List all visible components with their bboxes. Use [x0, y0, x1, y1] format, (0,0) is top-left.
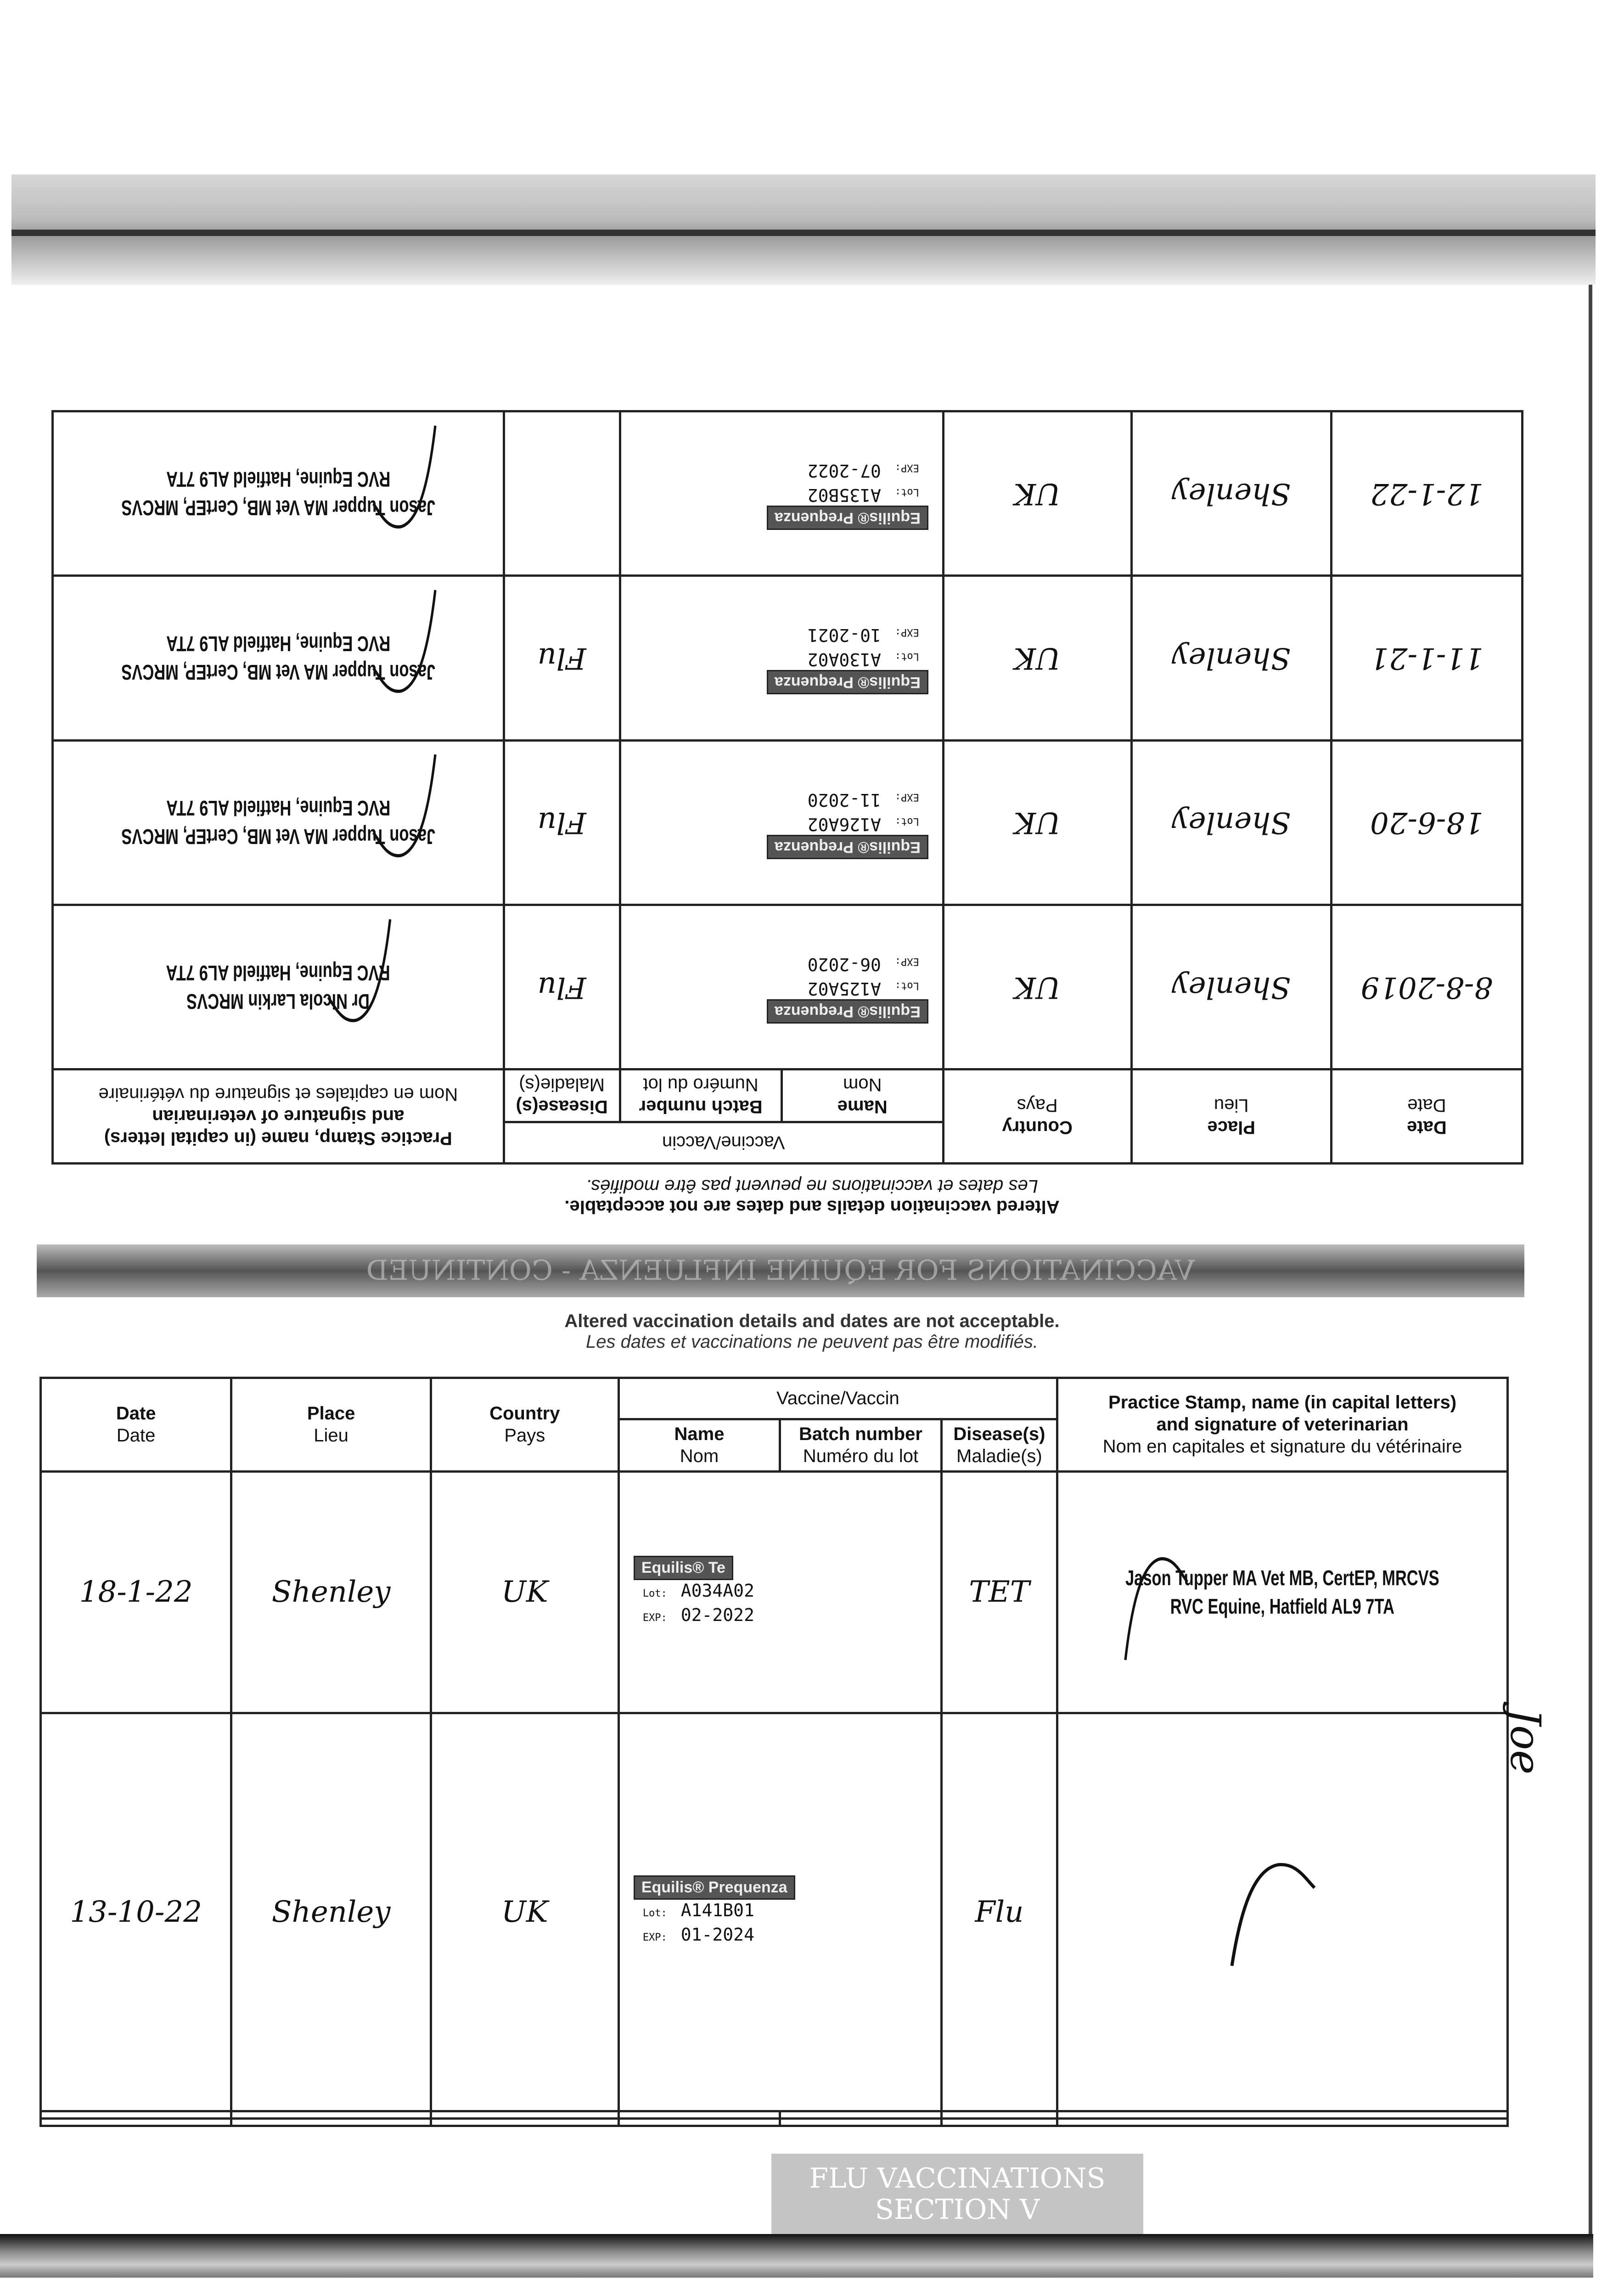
lot-label: Lot:: [894, 486, 919, 498]
header-batch-fr: Numéro du lot: [643, 1075, 759, 1095]
date-handwritten: 12-1-22: [1370, 476, 1484, 511]
vaccine-sticker: [634, 1556, 754, 1629]
date-handwritten: 18-6-20: [1370, 805, 1484, 840]
header-name-en: Name: [674, 1424, 725, 1445]
lot-label: Lot:: [642, 1908, 667, 1919]
notice-french: Les dates et vaccinations ne peuvent pas être modifiés.: [585, 1332, 1039, 1352]
date-handwritten: 13-10-22: [70, 1895, 202, 1929]
vaccine-name: Equilis® Prequenza: [634, 1875, 795, 1900]
banner-text: VACCINATIONS FOR EQUINE INFLUENZA - CONTINUED: [366, 1255, 1195, 1287]
vet-stamp: [1125, 1564, 1439, 1621]
vet-address: RVC Equine, Hatfield AL9 7TA: [166, 467, 390, 491]
header-practice-fr: Nom en capitales et signature du vétérinaire: [98, 1084, 458, 1105]
header-batch-en: Batch number: [639, 1097, 763, 1117]
notice-english: Altered vaccination details and dates are not acceptable.: [564, 1311, 1060, 1331]
date-handwritten: 8-8-2019: [1360, 970, 1493, 1004]
signature: [1214, 1851, 1351, 1970]
disease-handwritten: Flu: [537, 641, 586, 675]
header-vaccine-text: Vaccine/Vaccin: [662, 1132, 785, 1153]
header-country-fr: Pays: [1017, 1095, 1058, 1116]
expiry-date: 11-2020: [807, 789, 881, 810]
lot-number: A125A02: [807, 979, 881, 999]
disease-handwritten: Flu: [537, 805, 586, 840]
country-handwritten: UK: [1014, 805, 1061, 840]
vet-name: Jason Tupper MA Vet MB, CertEP, MRCVS: [121, 495, 435, 520]
exp-label: EXP:: [642, 1612, 667, 1624]
vet-stamp: [121, 630, 435, 687]
vet-address: RVC Equine, Hatfield AL9 7TA: [166, 961, 390, 985]
disease-handwritten: Flu: [975, 1895, 1024, 1929]
header-place-en: Place: [307, 1403, 355, 1424]
vet-stamp: [121, 794, 435, 851]
empty-row: [41, 2118, 1508, 2126]
vaccine-name: Equilis® Te: [634, 1556, 733, 1580]
page-edge: [1589, 285, 1592, 2241]
place-handwritten: Shenley: [1172, 805, 1291, 840]
notice-english: Altered vaccination details and dates are not acceptable.: [564, 1197, 1060, 1217]
header-date-fr: Date: [116, 1425, 156, 1446]
vet-address: RVC Equine, Hatfield AL9 7TA: [166, 631, 390, 656]
country-handwritten: UK: [501, 1895, 548, 1929]
header-practice: [1057, 1378, 1508, 1472]
header-date: [41, 1378, 231, 1472]
header-place: [231, 1378, 431, 1472]
table-row: [53, 576, 1523, 740]
date-handwritten: 11-1-21: [1370, 641, 1484, 675]
expiry-date: 01-2024: [680, 1925, 754, 1945]
vaccine-sticker: [767, 786, 928, 859]
vet-name: Jason Tupper MA Vet MB, CertEP, MRCVS: [121, 660, 435, 684]
signature: [346, 585, 449, 705]
table-row: [41, 1713, 1508, 2111]
place-handwritten: Shenley: [1172, 476, 1291, 511]
exp-label: EXP:: [894, 462, 919, 474]
header-name: [781, 1069, 943, 1122]
exp-label: EXP:: [894, 626, 919, 638]
vaccine-sticker: [767, 951, 928, 1024]
disease-handwritten: Flu: [537, 970, 586, 1004]
footer-title: FLU VACCINATIONS: [809, 2162, 1106, 2195]
expiry-date: 10-2021: [807, 625, 881, 646]
header-practice-en2: and signature of veterinarian: [152, 1106, 405, 1127]
header-practice-fr: Nom en capitales et signature du vétérinaire: [1102, 1436, 1462, 1457]
header-name-fr: Nom: [843, 1075, 882, 1095]
table-row: [53, 411, 1523, 576]
country-handwritten: UK: [501, 1575, 548, 1609]
expiry-date: 06-2020: [807, 954, 881, 975]
lot-number: A034A02: [680, 1580, 754, 1601]
place-handwritten: Shenley: [271, 1895, 391, 1929]
place-handwritten: Shenley: [1172, 970, 1291, 1004]
header-practice-en: Practice Stamp, name (in capital letters): [104, 1128, 452, 1149]
upper-notice: [0, 1176, 1624, 1217]
table-row: [53, 905, 1523, 1069]
signature: [346, 750, 449, 869]
upper-vaccination-table-inverted: [51, 410, 1523, 1165]
header-batch: [620, 1069, 781, 1122]
signature: [346, 421, 449, 540]
header-date: [1331, 1069, 1522, 1164]
place-handwritten: Shenley: [271, 1575, 391, 1609]
header-name-fr: Nom: [680, 1446, 719, 1467]
scan-shadow-bottom: [0, 2234, 1593, 2278]
place-handwritten: Shenley: [1172, 641, 1291, 675]
vet-name: Dr Nicola Larkin MRCVS: [186, 989, 370, 1013]
vet-name: Jason Tupper MA Vet MB, CertEP, MRCVS: [121, 825, 435, 849]
handwritten-initials: Joe: [1501, 1708, 1550, 1775]
vet-address: RVC Equine, Hatfield AL9 7TA: [166, 796, 390, 821]
vaccine-sticker: [634, 1875, 795, 1948]
vaccine-name: Equilis® Prequenza: [767, 506, 928, 530]
signature: [1112, 1545, 1215, 1665]
vaccine-name: Equilis® Prequenza: [767, 999, 928, 1024]
header-place-fr: Lieu: [314, 1425, 348, 1446]
header-country-fr: Pays: [504, 1425, 545, 1446]
vaccine-sticker: [767, 621, 928, 694]
signature: [301, 915, 404, 1034]
lot-label: Lot:: [642, 1587, 667, 1599]
header-disease-en: Disease(s): [953, 1424, 1045, 1445]
header-place: [1131, 1069, 1331, 1164]
expiry-date: 07-2022: [807, 461, 881, 481]
header-place-en: Place: [1207, 1117, 1255, 1138]
header-date-en: Date: [1407, 1117, 1447, 1138]
vet-name: Jason Tupper MA Vet MB, CertEP, MRCVS: [1125, 1566, 1439, 1590]
header-date-fr: Date: [1407, 1095, 1446, 1116]
vaccine-sticker: [767, 457, 928, 530]
header-name: [618, 1419, 780, 1471]
notice-french: Les dates et vaccinations ne peuvent pas être modifiés.: [585, 1176, 1039, 1196]
section-banner: [37, 1244, 1524, 1297]
country-handwritten: UK: [1014, 641, 1061, 675]
exp-label: EXP:: [642, 1932, 667, 1944]
lot-label: Lot:: [894, 815, 919, 827]
vet-stamp: [166, 959, 390, 1016]
vaccine-name: Equilis® Prequenza: [767, 835, 928, 859]
header-batch-en: Batch number: [799, 1424, 922, 1445]
header-disease-fr: Maladie(s): [519, 1075, 605, 1095]
empty-row: [41, 2111, 1508, 2118]
header-country: [431, 1378, 618, 1472]
lot-number: A141B01: [680, 1900, 754, 1921]
vet-address: RVC Equine, Hatfield AL9 7TA: [1170, 1594, 1395, 1619]
header-batch: [780, 1419, 941, 1471]
lower-notice: [0, 1311, 1624, 1352]
date-handwritten: 18-1-22: [79, 1575, 193, 1609]
header-date-en: Date: [116, 1403, 156, 1424]
header-country-en: Country: [1002, 1117, 1073, 1138]
exp-label: EXP:: [894, 791, 919, 803]
header-disease: [504, 1069, 620, 1122]
header-practice-en: Practice Stamp, name (in capital letters): [1108, 1392, 1457, 1413]
table-row: [53, 740, 1523, 905]
header-name-en: Name: [837, 1097, 888, 1117]
lot-label: Lot:: [894, 980, 919, 992]
header-practice: [53, 1069, 504, 1164]
country-handwritten: UK: [1014, 476, 1061, 511]
header-vaccine-text: Vaccine/Vaccin: [776, 1388, 899, 1409]
header-country: [943, 1069, 1131, 1164]
lot-number: A135B02: [807, 485, 881, 506]
header-disease: [941, 1419, 1057, 1471]
vaccine-name: Equilis® Prequenza: [767, 670, 928, 694]
section-footer-box: [771, 2154, 1143, 2234]
header-vaccine: [618, 1378, 1057, 1419]
lower-vaccination-table: [39, 1377, 1509, 2127]
header-batch-fr: Numéro du lot: [803, 1446, 919, 1467]
country-handwritten: UK: [1014, 970, 1061, 1004]
lot-number: A130A02: [807, 649, 881, 670]
disease-handwritten: TET: [969, 1575, 1030, 1609]
header-disease-fr: Maladie(s): [956, 1446, 1042, 1467]
expiry-date: 02-2022: [680, 1604, 754, 1625]
exp-label: EXP:: [894, 956, 919, 968]
table-row: [41, 1471, 1508, 1713]
vet-stamp: [121, 465, 435, 522]
header-disease-en: Disease(s): [516, 1097, 608, 1117]
header-place-fr: Lieu: [1214, 1095, 1249, 1116]
footer-section: SECTION V: [875, 2194, 1040, 2226]
lot-number: A126A02: [807, 814, 881, 834]
header-vaccine: [504, 1122, 943, 1163]
header-country-en: Country: [489, 1403, 560, 1424]
lot-label: Lot:: [894, 651, 919, 663]
scan-shadow-top: [11, 174, 1596, 285]
header-practice-en2: and signature of veterinarian: [1156, 1414, 1409, 1435]
